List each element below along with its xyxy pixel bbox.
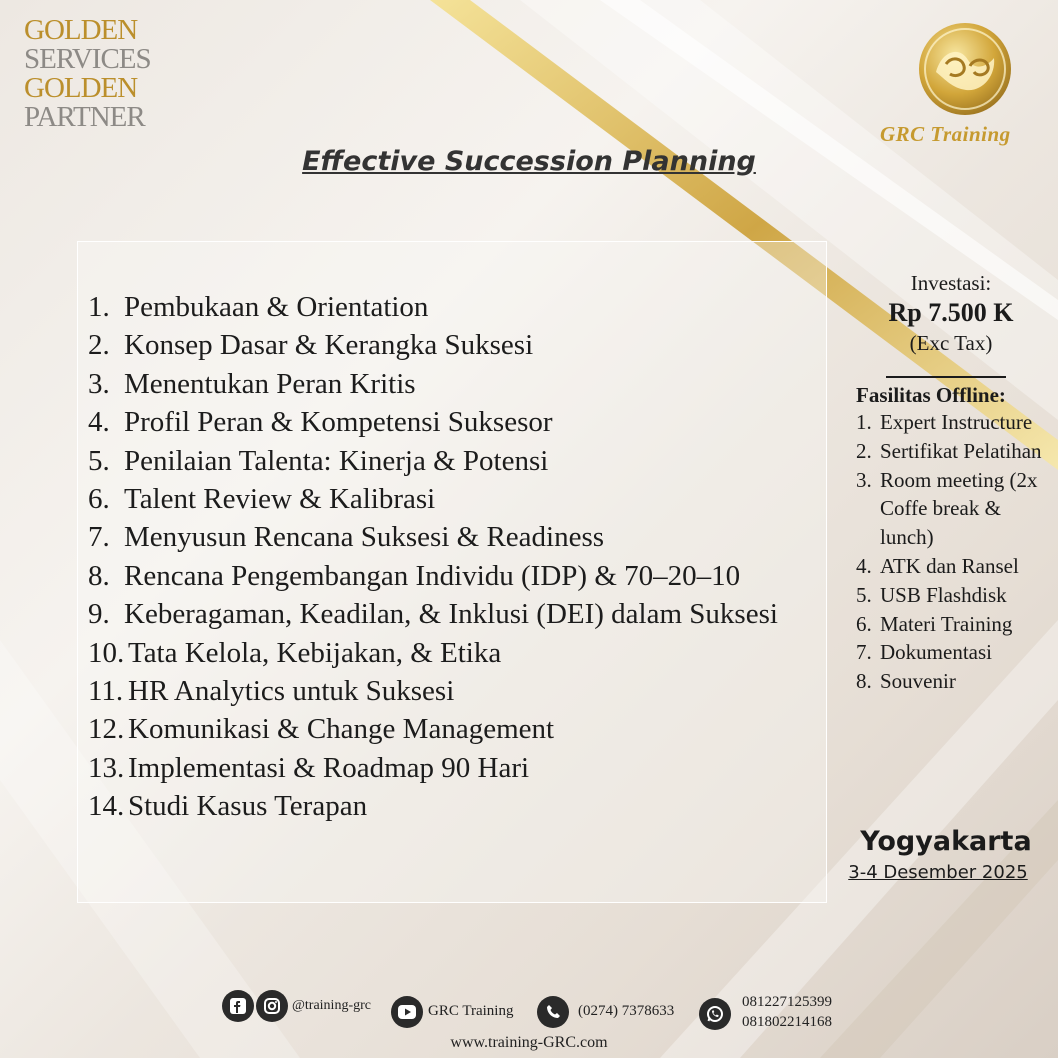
- page-title: Effective Succession Planning: [302, 146, 756, 177]
- agenda-item: [88, 672, 818, 710]
- agenda-item-text: Profil Peran & Kompetensi Suksesor: [124, 406, 553, 439]
- agenda-item-number: 7.: [88, 521, 110, 554]
- agenda-item-number: 11.: [88, 675, 124, 708]
- facility-item-text: Materi Training: [880, 611, 1013, 636]
- agenda-item-text: Komunikasi & Change Management: [128, 713, 555, 746]
- agenda-item-text: HR Analytics untuk Suksesi: [128, 675, 455, 708]
- whatsapp-icon[interactable]: [699, 998, 731, 1030]
- facility-item-number: 8.: [856, 669, 872, 694]
- agenda-item-text: Penilaian Talenta: Kinerja & Potensi: [124, 444, 549, 477]
- facility-item-number: 2.: [856, 438, 872, 463]
- phone-number[interactable]: (0274) 7378633: [578, 1003, 675, 1019]
- agenda-item-text: Talent Review & Kalibrasi: [124, 483, 436, 516]
- agenda-item-number: 13.: [88, 751, 125, 784]
- social-handle[interactable]: @training-grc: [292, 998, 371, 1013]
- facility-item-number: 5.: [856, 582, 872, 607]
- agenda-item: [88, 710, 818, 748]
- divider: [886, 376, 1006, 378]
- brand-line-4: PARTNER: [24, 101, 145, 133]
- facility-item: [856, 552, 1052, 581]
- agenda-item: [88, 749, 818, 787]
- location-city: Yogyakarta: [860, 826, 1032, 857]
- agenda-item: [88, 403, 818, 441]
- agenda-item-number: 5.: [88, 444, 110, 477]
- contact-footer: [0, 990, 1058, 1058]
- agenda-item: [88, 288, 818, 326]
- agenda-panel: [77, 241, 827, 903]
- youtube-icon[interactable]: [391, 996, 423, 1028]
- agenda-item-number: 6.: [88, 483, 110, 516]
- agenda-item-text: Keberagaman, Keadilan, & Inklusi (DEI) dalam Suksesi: [124, 598, 778, 631]
- agenda-item: [88, 634, 818, 672]
- facility-item-number: 3.: [856, 467, 872, 492]
- brand-line-1: GOLDEN: [24, 14, 138, 46]
- agenda-item: [88, 442, 818, 480]
- agenda-item-text: Pembukaan & Orientation: [124, 291, 429, 323]
- agenda-item: [88, 787, 818, 825]
- website-link[interactable]: www.training-GRC.com: [450, 1034, 608, 1051]
- agenda-item-number: 3.: [88, 367, 110, 400]
- agenda-list: [88, 288, 818, 826]
- grc-logo: [880, 20, 1050, 147]
- agenda-item: [88, 518, 818, 556]
- facility-item-text: Room meeting (2x Coffe break & lunch): [880, 467, 1038, 550]
- agenda-item: [88, 595, 818, 633]
- facility-item-text: Expert Instructure: [880, 410, 1033, 434]
- facility-item: [856, 667, 1052, 696]
- facility-item-text: Souvenir: [880, 669, 956, 694]
- phone-icon[interactable]: [537, 996, 569, 1028]
- facility-item: [856, 610, 1052, 639]
- facilities-list: [840, 408, 1052, 696]
- agenda-item-text: Tata Kelola, Kebijakan, & Etika: [128, 636, 502, 669]
- agenda-item-number: 14.: [88, 790, 125, 823]
- brand-wordmark: [24, 16, 151, 132]
- facility-item-text: Sertifikat Pelatihan: [880, 438, 1042, 463]
- agenda-item-text: Menyusun Rencana Suksesi & Readiness: [124, 521, 605, 554]
- whatsapp-number-2[interactable]: 081802214168: [742, 1014, 832, 1030]
- agenda-item: [88, 365, 818, 403]
- facility-item-text: Dokumentasi: [880, 640, 992, 665]
- facilities-title: Fasilitas Offline:: [856, 383, 1006, 407]
- facility-item: [856, 437, 1052, 466]
- agenda-item-number: 9.: [88, 598, 110, 631]
- info-panel: [840, 270, 1052, 696]
- whatsapp-number-1[interactable]: 081227125399: [742, 994, 832, 1010]
- facebook-icon[interactable]: [222, 990, 254, 1022]
- facility-item-number: 6.: [856, 611, 872, 636]
- facility-item: [856, 466, 1052, 552]
- agenda-item-number: 2.: [88, 329, 110, 362]
- event-date: 3-4 Desember 2025: [848, 862, 1028, 883]
- agenda-item: [88, 326, 818, 364]
- agenda-item-number: 12.: [88, 713, 125, 746]
- facility-item: [856, 581, 1052, 610]
- facility-item: [856, 638, 1052, 667]
- agenda-item-number: 8.: [88, 559, 110, 592]
- agenda-item-number: 10.: [88, 636, 125, 669]
- agenda-item-number: 4.: [88, 406, 110, 439]
- investment-tax: (Exc Tax): [909, 331, 993, 355]
- instagram-icon[interactable]: [256, 990, 288, 1022]
- agenda-item-text: Menentukan Peran Kritis: [124, 367, 416, 400]
- facility-item-text: ATK dan Ransel: [880, 553, 1019, 578]
- brand-line-3: GOLDEN: [24, 72, 138, 104]
- agenda-item: [88, 480, 818, 518]
- agenda-item-text: Implementasi & Roadmap 90 Hari: [128, 751, 530, 784]
- agenda-item-text: Konsep Dasar & Kerangka Suksesi: [124, 329, 534, 362]
- facility-item-text: USB Flashdisk: [880, 582, 1007, 607]
- facility-item-number: 7.: [856, 640, 872, 665]
- agenda-item-text: Rencana Pengembangan Individu (IDP) & 70–20–10: [124, 559, 741, 592]
- brand-line-2: SERVICES: [24, 43, 151, 75]
- facility-item-number: 4.: [856, 553, 872, 578]
- facility-item: [856, 408, 1052, 437]
- facility-item-number: 1.: [856, 410, 872, 434]
- logo-text: GRC Training: [880, 122, 1011, 146]
- investment-label: Investasi:: [910, 271, 992, 295]
- agenda-item: [88, 557, 818, 595]
- agenda-item-number: 1.: [88, 291, 110, 323]
- agenda-item-text: Studi Kasus Terapan: [128, 790, 368, 823]
- youtube-channel[interactable]: GRC Training: [428, 1003, 514, 1019]
- grc-globe-logo-icon: [916, 20, 1014, 118]
- investment-price: Rp 7.500 K: [888, 298, 1014, 327]
